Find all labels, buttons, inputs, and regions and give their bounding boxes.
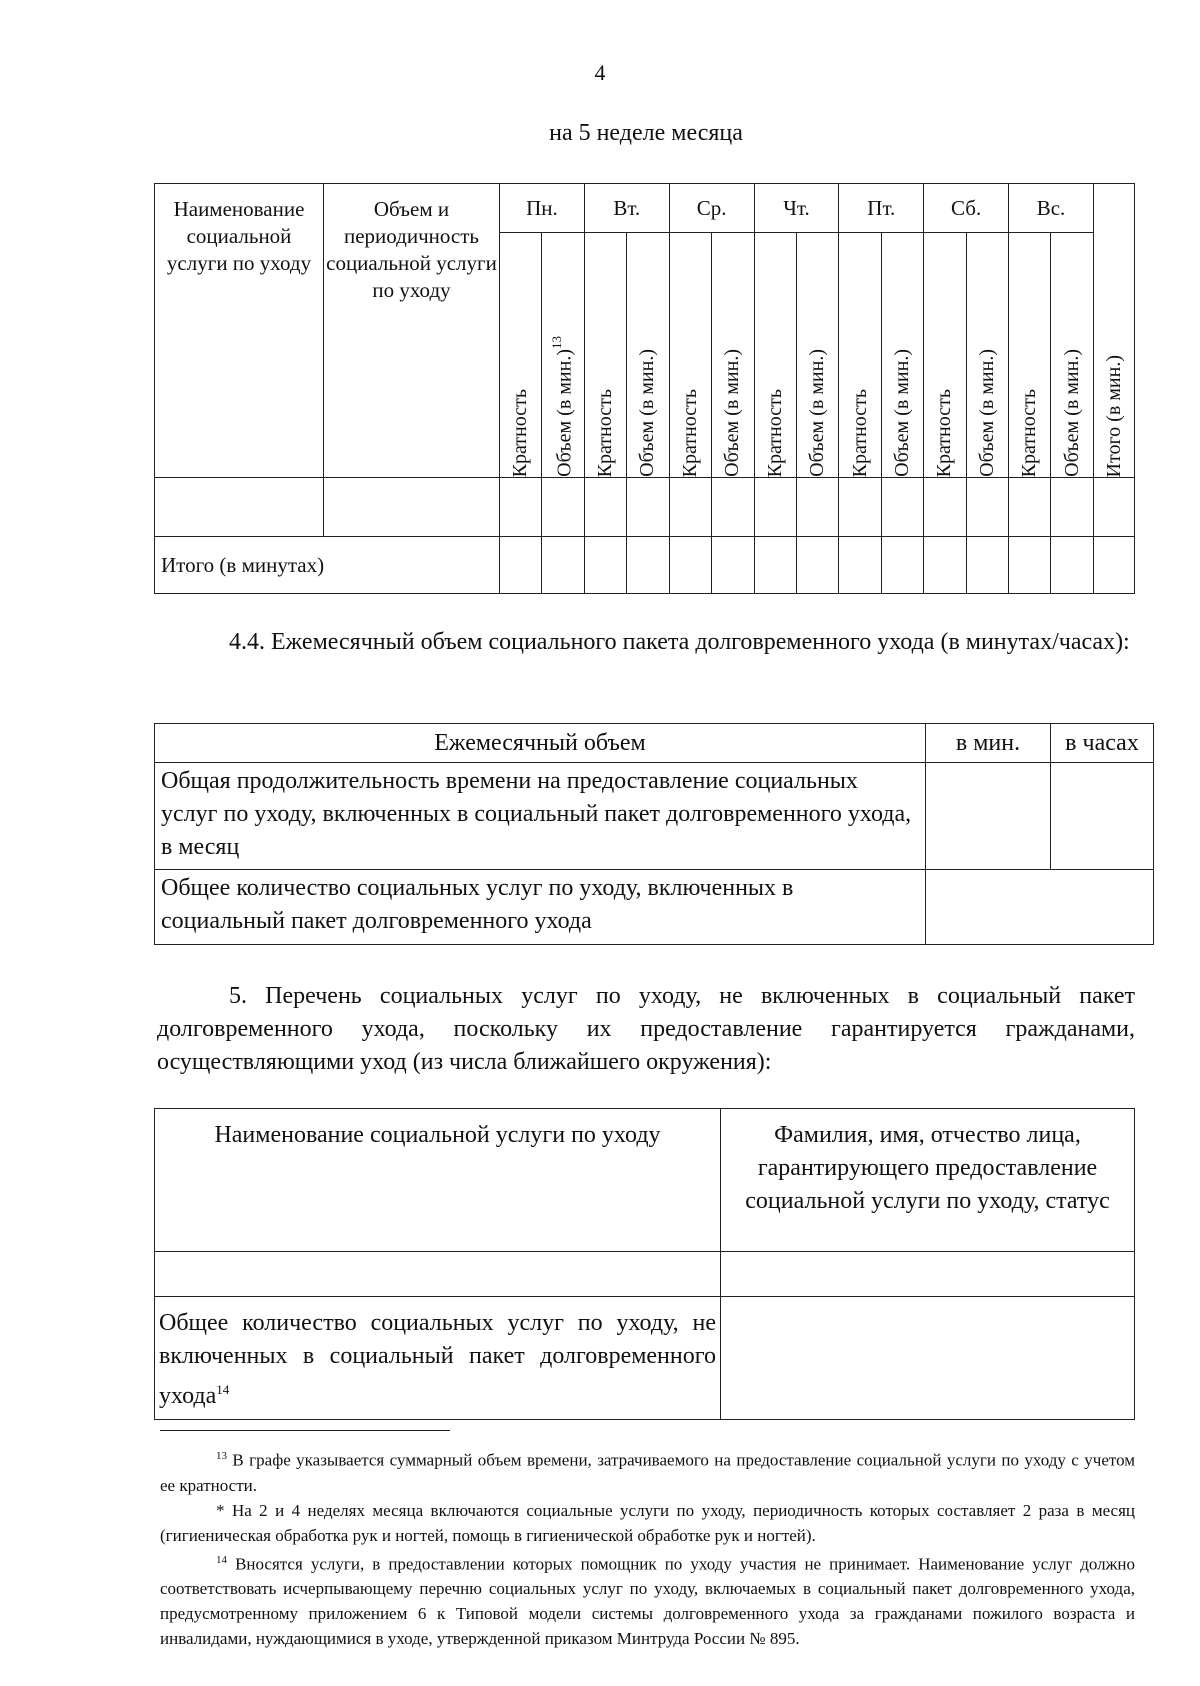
- weekly-schedule-table: [154, 183, 1135, 594]
- sub-header-volume-min: [1051, 233, 1094, 478]
- sub-header-volume-min: [712, 233, 754, 478]
- total-cell[interactable]: [796, 537, 838, 594]
- sub-header-frequency: [754, 233, 796, 478]
- empty-cell[interactable]: [881, 478, 923, 537]
- footnote-text: На 2 и 4 неделях месяца включаются социальные услуги по уходу, периодичность которых составляет 2 раза в месяц (гигиеническая обработка рук и ногтей, помощь в гигиенической обработке рук и ногтей).: [160, 1500, 1136, 1545]
- empty-cell[interactable]: [721, 1252, 1135, 1297]
- empty-cell[interactable]: [924, 478, 966, 537]
- footnote-divider: [160, 1430, 450, 1431]
- sub-header-frequency: [839, 233, 881, 478]
- frequency-label: Кратность: [678, 388, 701, 477]
- excluded-services-table: [154, 1108, 1135, 1420]
- day-header-sun: Вс.: [1009, 184, 1094, 233]
- footnote-text: В графе указывается суммарный объем времени, затрачиваемого на предоставление социальной услуги по уходу с учетом ее кратности.: [160, 1450, 1135, 1495]
- frequency-label: Кратность: [594, 388, 617, 477]
- volume-min-text: Объем (в мин.): [806, 349, 829, 477]
- empty-cell[interactable]: [324, 478, 500, 537]
- empty-cell[interactable]: [542, 478, 584, 537]
- frequency-label: Кратность: [848, 388, 871, 477]
- frequency-label: Кратность: [763, 388, 786, 477]
- volume-min-label: [891, 337, 914, 477]
- total-row-label: Итого (в минутах): [155, 537, 500, 594]
- total-cell[interactable]: [924, 537, 966, 594]
- section-5-text: 5. Перечень социальных услуг по уходу, не включенных в социальный пакет долговременного ухода, поскольку их предоставление гарантируется гражданами, осуществляющими уход (из числа ближайшего окружения):: [157, 983, 1135, 1075]
- day-header-wed: Ср.: [669, 184, 754, 233]
- cell-excluded-count-value[interactable]: [721, 1297, 1135, 1420]
- sub-header-volume-min: [966, 233, 1008, 478]
- total-cell[interactable]: [881, 537, 923, 594]
- sub-header-volume-min: [796, 233, 838, 478]
- empty-cell[interactable]: [754, 478, 796, 537]
- col-header-total-min: [1094, 184, 1135, 478]
- sub-header-volume-min: [881, 233, 923, 478]
- empty-cell[interactable]: [155, 478, 324, 537]
- total-min-label: Итого (в мин.): [1102, 354, 1125, 477]
- footnote-14: [160, 1548, 1135, 1652]
- volume-min-label: [1061, 337, 1084, 477]
- header-service-name: Наименование социальной услуги по уходу: [155, 1109, 721, 1252]
- total-cell[interactable]: [754, 537, 796, 594]
- day-header-fri: Пт.: [839, 184, 924, 233]
- frequency-label: Кратность: [933, 388, 956, 477]
- footnote-asterisk: [160, 1498, 1135, 1548]
- empty-cell[interactable]: [796, 478, 838, 537]
- footnote-mark: 13: [216, 1450, 227, 1462]
- volume-min-label: [549, 324, 577, 477]
- volume-min-text: Объем (в мин.): [1060, 349, 1083, 477]
- sub-header-frequency: [584, 233, 626, 478]
- footnote-ref-13: 13: [549, 336, 565, 350]
- volume-min-text: Объем (в мин.): [975, 349, 998, 477]
- day-header-thu: Чт.: [754, 184, 839, 233]
- header-monthly-volume: Ежемесячный объем: [155, 724, 926, 763]
- volume-min-text: Объем (в мин.): [636, 349, 659, 477]
- day-header-sat: Сб.: [924, 184, 1009, 233]
- volume-min-label: [806, 337, 829, 477]
- empty-cell[interactable]: [627, 478, 669, 537]
- total-cell[interactable]: [1094, 537, 1135, 594]
- col-header-volume-periodicity: Объем и периодичность социальной услуги по уходу: [324, 184, 500, 478]
- volume-min-text: Объем (в мин.): [891, 349, 913, 477]
- sub-header-volume-min: [542, 233, 584, 478]
- sub-header-frequency: [669, 233, 711, 478]
- footnote-mark: 14: [216, 1553, 227, 1566]
- total-cell[interactable]: [1051, 537, 1094, 594]
- header-guarantor-name: Фамилия, имя, отчество лица, гарантирующего предоставление социальной услуги по уходу, статус: [721, 1109, 1135, 1252]
- empty-cell[interactable]: [712, 478, 754, 537]
- sub-header-frequency: [1009, 233, 1051, 478]
- volume-min-text: Объем (в мин.): [721, 349, 744, 477]
- empty-cell[interactable]: [1094, 478, 1135, 537]
- footnote-13: [160, 1444, 1135, 1498]
- header-in-hours: в часах: [1051, 724, 1154, 763]
- week-title: на 5 неделе месяца: [549, 120, 743, 146]
- footnote-mark: *: [216, 1500, 225, 1520]
- cell-duration-hours[interactable]: [1051, 763, 1154, 870]
- empty-cell[interactable]: [966, 478, 1008, 537]
- cell-count-value[interactable]: [926, 870, 1154, 945]
- frequency-label: Кратность: [509, 388, 532, 477]
- sub-header-volume-min: [627, 233, 669, 478]
- total-cell[interactable]: [669, 537, 711, 594]
- volume-min-text: Объем (в мин.): [553, 349, 576, 477]
- row-total-count: Общее количество социальных услуг по уходу, включенных в социальный пакет долговременного ухода: [155, 870, 926, 945]
- total-cell[interactable]: [712, 537, 754, 594]
- monthly-volume-table: [154, 723, 1154, 945]
- total-cell[interactable]: [542, 537, 584, 594]
- header-in-minutes: в мин.: [926, 724, 1051, 763]
- row-excluded-count: [155, 1297, 721, 1420]
- volume-min-label: [976, 337, 999, 477]
- row-total-duration: Общая продолжительность времени на предоставление социальных услуг по уходу, включенных в социальный пакет долговременного ухода, в месяц: [155, 763, 926, 870]
- empty-cell[interactable]: [1009, 478, 1051, 537]
- total-cell[interactable]: [1009, 537, 1051, 594]
- total-cell[interactable]: [966, 537, 1008, 594]
- empty-cell[interactable]: [1051, 478, 1094, 537]
- total-cell[interactable]: [500, 537, 542, 594]
- day-header-tue: Вт.: [584, 184, 669, 233]
- footnotes: [160, 1444, 1135, 1651]
- empty-cell[interactable]: [669, 478, 711, 537]
- footnote-ref-14: 14: [216, 1382, 230, 1397]
- empty-cell[interactable]: [500, 478, 542, 537]
- frequency-label: Кратность: [1018, 388, 1041, 477]
- cell-duration-min[interactable]: [926, 763, 1051, 870]
- col-header-service-name: Наименование социальной услуги по уходу: [155, 184, 324, 478]
- footnote-text: Вносятся услуги, в предоставлении которых помощник по уходу участия не принимает. Наименование услуг должно соответствовать исчерпывающему перечню социальных услуг по уходу, включаемых в социальный пакет долговременного ухода, предусмотренному приложением 6 к Типовой модели системы долговременного ухода за гражданами пожилого возраста и инвалидами, нуждающимися в уходе, утвержденной приказом Минтруда России № 895.: [160, 1554, 1136, 1649]
- excluded-count-label: Общее количество социальных услуг по уходу, не включенных в социальный пакет долговременного ухода: [159, 1310, 716, 1409]
- volume-min-label: [721, 337, 744, 477]
- empty-cell[interactable]: [155, 1252, 721, 1297]
- empty-cell[interactable]: [839, 478, 881, 537]
- section-4-4-text: 4.4. Ежемесячный объем социального пакета долговременного ухода (в минутах/часах):: [229, 629, 1130, 655]
- total-cell[interactable]: [839, 537, 881, 594]
- empty-cell[interactable]: [584, 478, 626, 537]
- page-number: 4: [594, 60, 606, 85]
- sub-header-frequency: [500, 233, 542, 478]
- day-header-mon: Пн.: [500, 184, 585, 233]
- total-cell[interactable]: [627, 537, 669, 594]
- total-cell[interactable]: [584, 537, 626, 594]
- volume-min-label: [636, 337, 659, 477]
- sub-header-frequency: [924, 233, 966, 478]
